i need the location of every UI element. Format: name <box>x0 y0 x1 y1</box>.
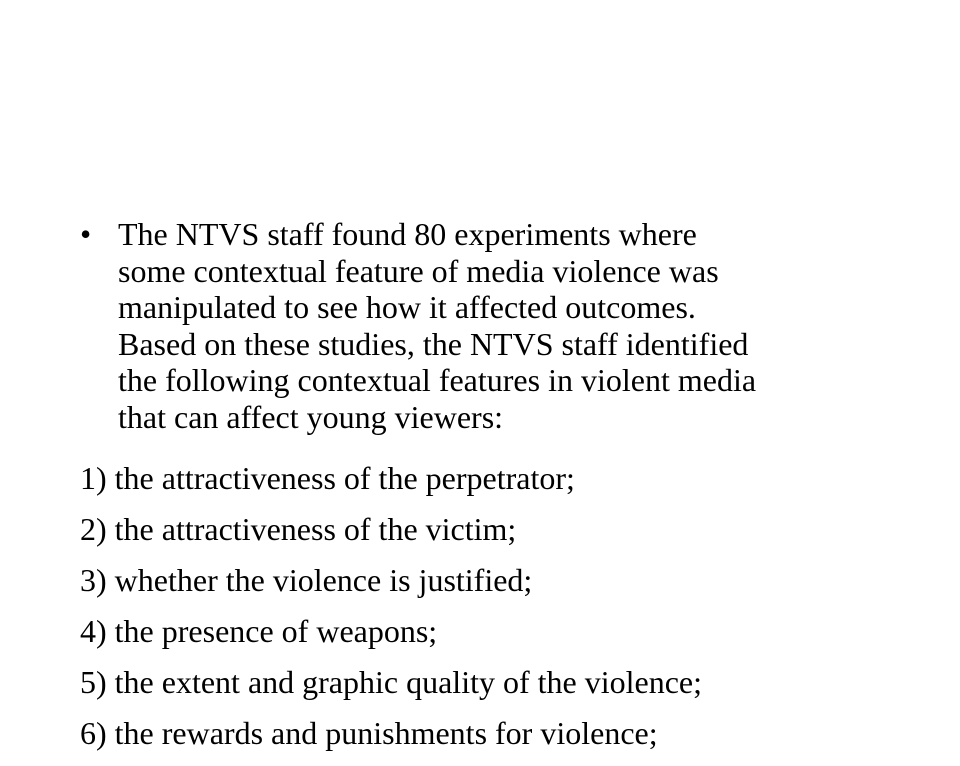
bullet-paragraph <box>80 216 880 435</box>
bullet-line: that can affect young viewers: <box>118 398 504 435</box>
bullet-line: Based on these studies, the NTVS staff identified <box>118 325 749 362</box>
list-item: 2) the attractiveness of the victim; <box>80 511 517 547</box>
bullet-text <box>118 216 880 435</box>
list-item: 5) the extent and graphic quality of the violence; <box>80 664 702 700</box>
bullet-line: The NTVS staff found 80 experiments where <box>118 216 697 252</box>
list-item: 1) the attractiveness of the perpetrator; <box>80 460 575 496</box>
bullet-line: manipulated to see how it affected outcomes. <box>118 289 696 325</box>
bullet-icon: • <box>80 216 92 252</box>
bullet-line: some contextual feature of media violence was <box>118 252 719 289</box>
list-item: 6) the rewards and punishments for violence; <box>80 715 658 751</box>
list-item: 4) the presence of weapons; <box>80 613 438 649</box>
list-item: 3) whether the violence is justified; <box>80 562 533 598</box>
bullet-line: the following contextual features in violent media <box>118 362 757 398</box>
contextual-features-list <box>80 460 702 766</box>
